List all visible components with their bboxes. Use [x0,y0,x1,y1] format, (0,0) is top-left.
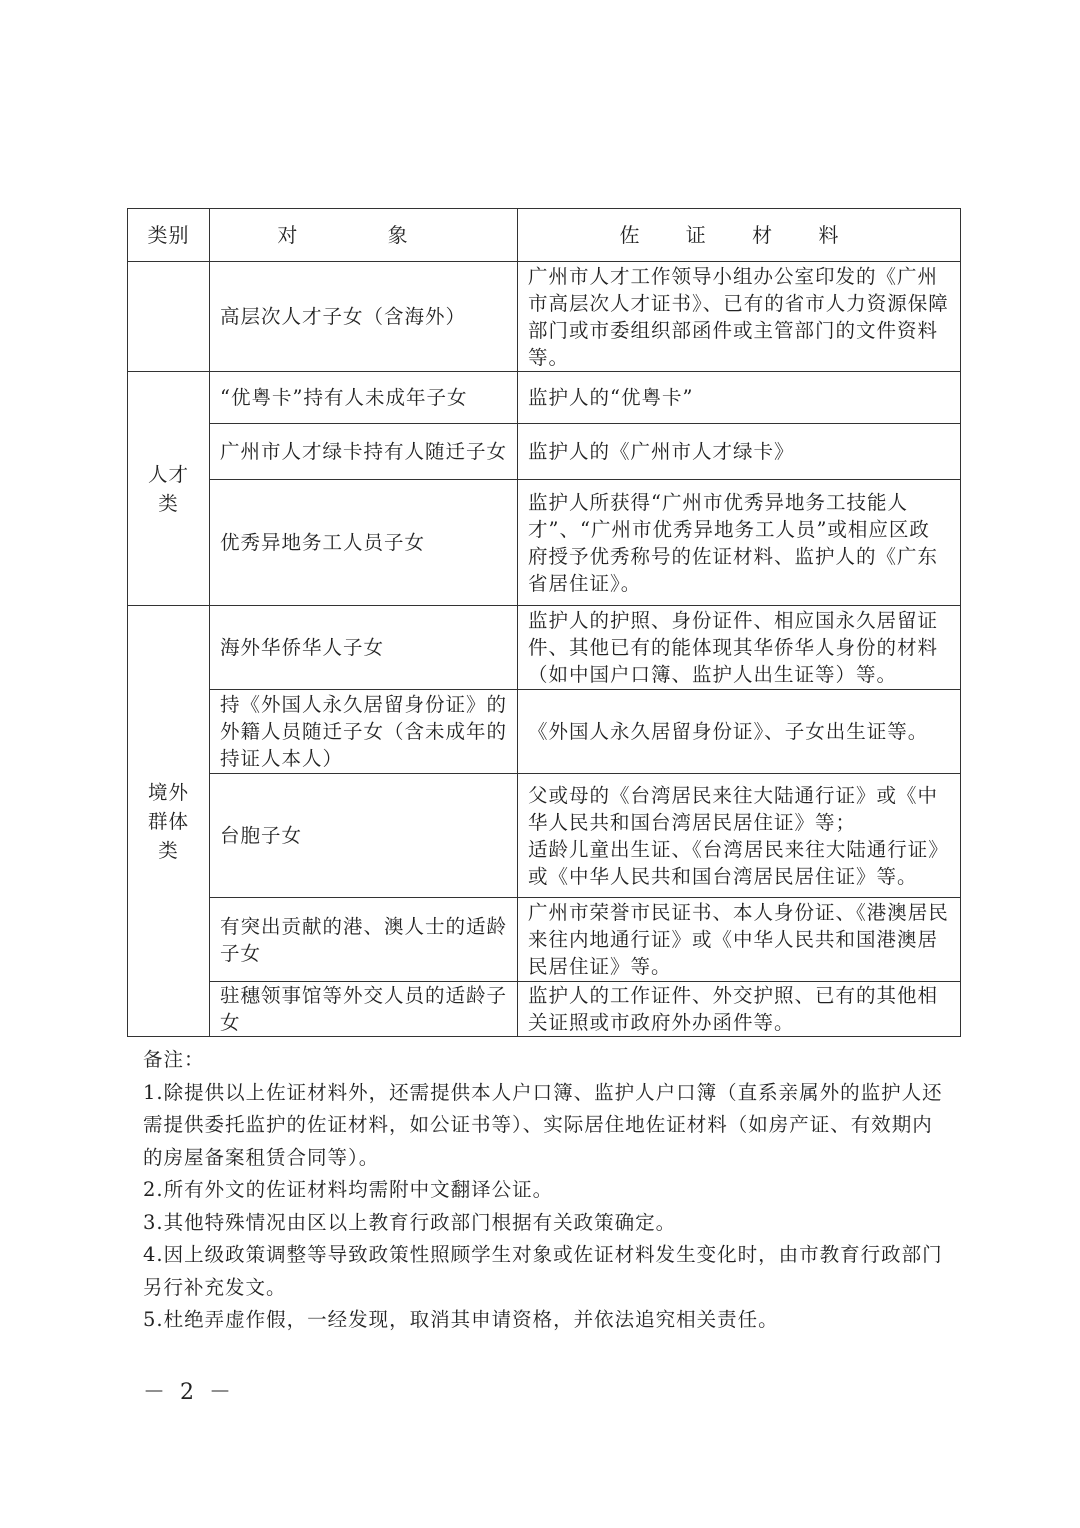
materials-cell: 监护人所获得“广州市优秀异地务工技能人才”、“广州市优秀异地务工人员”或相应区政府授予优秀称号的佐证材料、监护人的《广东省居住证》。 [518,480,961,606]
notes-title: 备注： [143,1048,205,1071]
policy-table [127,208,961,1037]
category-cell: 人才类 [128,372,210,606]
table-row [128,690,961,774]
category-cell: 境外群体类 [128,606,210,1037]
materials-cell: 监护人的工作证件、外交护照、已有的其他相关证照或市政府外办函件等。 [518,982,961,1037]
target-cell: 广州市人才绿卡持有人随迁子女 [210,424,518,480]
table-row [128,424,961,480]
table-row [128,774,961,898]
target-cell: 有突出贡献的港、澳人士的适龄子女 [210,898,518,982]
category-cell [128,262,210,372]
notes-section [143,1044,953,1337]
note-item: 3.其他特殊情况由区以上教育行政部门根据有关政策确定。 [143,1210,677,1234]
table-row [128,606,961,690]
target-cell: 高层次人才子女（含海外） [210,262,518,372]
materials-line: 适龄儿童出生证、《台湾居民来往大陆通行证》或《中华人民共和国台湾居民居住证》等。 [528,837,949,888]
materials-cell [518,774,961,898]
header-category: 类别 [128,209,210,262]
table-row [128,982,961,1037]
materials-cell: 广州市人才工作领导小组办公室印发的《广州市高层次人才证书》、已有的省市人力资源保障部门或市委组织部函件或主管部门的文件资料等。 [518,262,961,372]
header-materials: 佐 证 材 料 [518,209,961,262]
materials-cell: 监护人的护照、身份证件、相应国永久居留证件、其他已有的能体现其华侨华人身份的材料（如中国户口簿、监护人出生证等）等。 [518,606,961,690]
target-cell: 驻穗领事馆等外交人员的适龄子女 [210,982,518,1037]
target-cell: 优秀异地务工人员子女 [210,480,518,606]
materials-cell: 广州市荣誉市民证书、本人身份证、《港澳居民来往内地通行证》或《中华人民共和国港澳居民居住证》等。 [518,898,961,982]
header-target: 对 象 [210,209,518,262]
table-row [128,262,961,372]
table-header-row [128,209,961,262]
target-cell: 台胞子女 [210,774,518,898]
note-item: 5.杜绝弄虚作假，一经发现，取消其申请资格，并依法追究相关责任。 [143,1308,779,1331]
table-row [128,372,961,424]
target-cell: “优粤卡”持有人未成年子女 [210,372,518,424]
note-item: 4.因上级政策调整等导致政策性照顾学生对象或佐证材料发生变化时，由市教育行政部门另行补充发文。 [143,1243,943,1299]
note-item: 1.除提供以上佐证材料外，还需提供本人户口簿、监护人户口簿（直系亲属外的监护人还需提供委托监护的佐证材料，如公证书等）、实际居住地佐证材料（如房产证、有效期内的房屋备案租赁合同等）。 [143,1080,943,1169]
target-cell: 海外华侨华人子女 [210,606,518,690]
materials-line: 父或母的《台湾居民来往大陆通行证》或《中华人民共和国台湾居民居住证》等； [528,783,939,834]
page-number: － 2 － [143,1380,235,1405]
materials-cell: 监护人的“优粤卡” [518,372,961,424]
note-item: 2.所有外文的佐证材料均需附中文翻译公证。 [143,1178,554,1201]
target-cell: 持《外国人永久居留身份证》的外籍人员随迁子女（含未成年的持证人本人） [210,690,518,774]
table-row [128,898,961,982]
materials-cell: 监护人的《广州市人才绿卡》 [518,424,961,480]
table-row [128,480,961,606]
materials-cell: 《外国人永久居留身份证》、子女出生证等。 [518,690,961,774]
